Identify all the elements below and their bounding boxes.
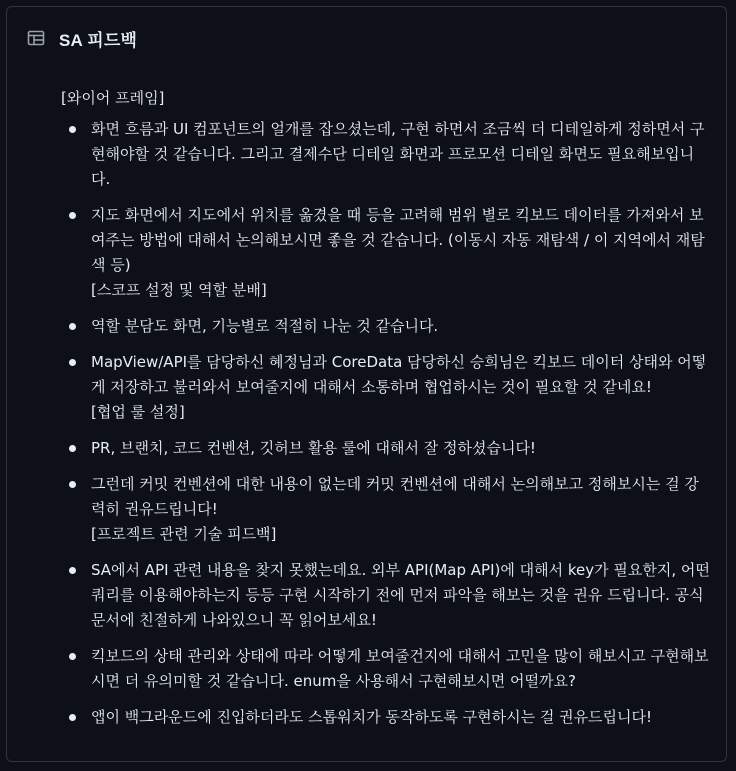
list-item: [61, 472, 711, 547]
page-title: SA 피드백: [59, 30, 138, 50]
list-item-text: 지도 화면에서 지도에서 위치를 옮겼을 때 등을 고려해 범위 별로 킥보드 데이터를 가져와서 보여주는 방법에 대해서 논의해보시면 좋을 것 같습니다. (이동시 자동 재탐색 / 이 지역에서 재탐색 등): [91, 206, 705, 274]
feedback-card: [6, 6, 727, 762]
list-item: [61, 350, 711, 425]
subsection-heading: [협업 룰 설정]: [91, 403, 185, 421]
list-item: [61, 203, 711, 303]
list-item-text: MapView/API를 담당하신 혜정님과 CoreData 담당하신 승희님은 킥보드 데이터 상태와 어떻게 저장하고 불러와서 보여줄지에 대해서 소통하며 협업하시는 것이 필요할 것 같네요!: [91, 353, 707, 396]
list-item-text: SA에서 API 관련 내용을 찾지 못했는데요. 외부 API(Map API)에 대해서 key가 필요한지, 어떤 쿼리를 이용해야하는지 등등 구현 시작하기 전에 먼저 파악을 해보는 것을 권유 드립니다. 공식문서에 친절하게 나와있으니 꼭 읽어보세요!: [91, 561, 710, 629]
card-header: [27, 27, 137, 49]
table-icon: [27, 29, 45, 47]
list-item-text: PR, 브랜치, 코드 컨벤션, 깃허브 활용 룰에 대해서 잘 정하셨습니다!: [91, 439, 536, 457]
list-item-text: 화면 흐름과 UI 컴포넌트의 얼개를 잡으셨는데, 구현 하면서 조금씩 더 디테일하게 정하면서 구현해야할 것 같습니다. 그리고 결제수단 디테일 화면과 프로모션 디테일 화면도 필요해보입니다.: [91, 120, 705, 188]
feedback-content: [61, 86, 711, 741]
list-item: [61, 117, 711, 192]
section-title: [와이어 프레임]: [61, 89, 165, 107]
list-item-text: 킥보드의 상태 관리와 상태에 따라 어떻게 보여줄건지에 대해서 고민을 많이 해보시고 구현해보시면 더 유의미할 것 같습니다. enum을 사용해서 구현해보시면 어떨까요?: [91, 647, 709, 690]
list-item-text: 그런데 커밋 컨벤션에 대한 내용이 없는데 커밋 컨벤션에 대해서 논의해보고 정해보시는 걸 강력히 권유드립니다!: [91, 475, 699, 518]
list-item: [61, 314, 711, 339]
list-item: [61, 558, 711, 633]
subsection-heading: [프로젝트 관련 기술 피드백]: [91, 525, 277, 543]
list-item: [61, 436, 711, 461]
list-item: [61, 644, 711, 694]
feedback-list: [61, 117, 711, 730]
list-item-text: 앱이 백그라운드에 진입하더라도 스톱워치가 동작하도록 구현하시는 걸 권유드립니다!: [91, 708, 653, 726]
subsection-heading: [스코프 설정 및 역할 분배]: [91, 281, 267, 299]
list-item-text: 역할 분담도 화면, 기능별로 적절히 나눈 것 같습니다.: [91, 317, 439, 335]
list-item: [61, 705, 711, 730]
